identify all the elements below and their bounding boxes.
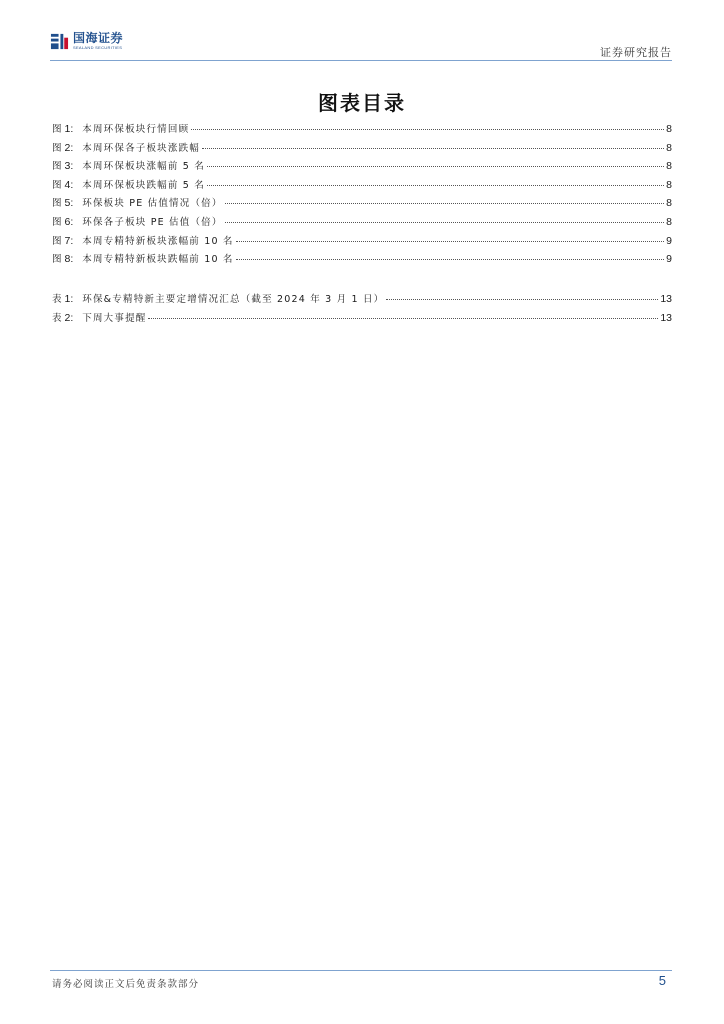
toc-entry-title: 环保板块 PE 估值情况（倍） — [82, 198, 223, 210]
dot-leader — [386, 295, 658, 300]
table-toc-entry[interactable] — [52, 291, 672, 310]
toc-entry-prefix: 图 — [52, 179, 62, 191]
toc-entry-prefix: 图 — [52, 142, 62, 154]
dot-leader — [236, 255, 665, 260]
toc-entry-label — [52, 310, 82, 324]
page-number: 5 — [658, 973, 666, 988]
toc-entry-prefix: 表 — [52, 312, 62, 324]
figure-toc-entry[interactable] — [52, 251, 672, 270]
toc-entry-prefix: 图 — [52, 161, 62, 173]
toc-entry-label — [52, 140, 82, 154]
dot-leader — [148, 314, 658, 319]
toc-entry-page: 8 — [666, 197, 672, 210]
toc-entry-label — [52, 251, 82, 265]
toc-entry-title: 本周环保板块涨幅前 5 名 — [82, 161, 205, 173]
toc-entry-title: 环保&专精特新主要定增情况汇总（截至 2024 年 3 月 1 日） — [82, 294, 385, 305]
toc-entry-prefix: 图 — [52, 124, 62, 135]
sealand-logo-icon — [50, 32, 69, 51]
toc-entry-page: 13 — [660, 311, 672, 324]
logo-english-name: SEALAND SECURITIES — [73, 45, 123, 50]
toc-entry-page: 8 — [666, 141, 672, 154]
figure-toc-entry[interactable] — [52, 233, 672, 252]
toc-entry-label — [52, 233, 82, 247]
toc-entry-label — [52, 195, 82, 209]
toc-entry-label — [52, 214, 82, 228]
toc-entry-number: 1: — [64, 293, 74, 305]
page-title: 图表目录 — [318, 91, 406, 115]
toc-entry-number: 7: — [64, 234, 74, 247]
toc-entry-number: 5: — [64, 197, 74, 210]
logo-chinese-name: 国海证券 — [73, 31, 124, 45]
dot-leader — [225, 218, 665, 223]
toc-entry-page: 9 — [666, 234, 672, 247]
toc-entry-prefix: 图 — [52, 235, 62, 247]
toc-entry-page: 9 — [666, 253, 672, 266]
toc-entry-label — [52, 291, 82, 305]
page-header — [50, 30, 672, 60]
toc-entry-title: 下周大事提醒 — [82, 312, 147, 324]
toc-entry-number: 3: — [64, 160, 74, 173]
toc-entry-prefix: 图 — [52, 198, 62, 210]
toc-entry-label — [52, 158, 82, 172]
toc-entry-number: 4: — [64, 178, 74, 191]
dot-leader — [202, 144, 664, 149]
dot-leader — [207, 162, 664, 167]
table-list — [52, 291, 672, 328]
figure-list — [52, 121, 672, 270]
toc-entry-page: 13 — [660, 293, 672, 305]
dot-leader — [191, 125, 664, 130]
toc-entry-page: 8 — [666, 123, 672, 135]
toc-entry-prefix: 图 — [52, 216, 62, 228]
table-toc-entry[interactable] — [52, 310, 672, 329]
disclaimer-note: 请务必阅读正文后免责条款部分 — [52, 979, 200, 990]
toc-entry-page: 8 — [666, 178, 672, 191]
figure-toc-entry[interactable] — [52, 195, 672, 214]
dot-leader — [225, 199, 665, 204]
footer-divider — [50, 970, 672, 971]
toc-entry-number: 8: — [64, 253, 74, 266]
figure-toc-entry[interactable] — [52, 177, 672, 196]
figure-toc-entry[interactable] — [52, 214, 672, 233]
toc-entry-title: 本周专精特新板块涨幅前 10 名 — [82, 235, 234, 247]
figure-toc-entry[interactable] — [52, 158, 672, 177]
figure-toc-entry[interactable] — [52, 140, 672, 159]
toc-entry-prefix: 表 — [52, 294, 62, 305]
company-logo — [50, 32, 123, 54]
toc-entry-number: 2: — [64, 311, 74, 324]
toc-entry-title: 本周环保板块跌幅前 5 名 — [82, 179, 205, 191]
toc-entry-number: 6: — [64, 215, 74, 228]
toc-entry-number: 2: — [64, 141, 74, 154]
dot-leader — [236, 237, 665, 242]
report-type-label: 证券研究报告 — [600, 46, 672, 59]
toc-entry-page: 8 — [666, 160, 672, 173]
toc-entry-label — [52, 121, 82, 135]
figure-toc-entry[interactable] — [52, 121, 672, 140]
toc-entry-page: 8 — [666, 215, 672, 228]
dot-leader — [207, 181, 664, 186]
toc-entry-number: 1: — [64, 123, 74, 135]
header-divider — [50, 60, 672, 61]
toc-entry-title: 本周环保各子板块涨跌幅 — [82, 142, 200, 154]
toc-entry-title: 本周专精特新板块跌幅前 10 名 — [82, 254, 234, 266]
toc-entry-title: 本周环保板块行情回顾 — [82, 124, 190, 135]
toc-entry-prefix: 图 — [52, 254, 62, 266]
toc-entry-title: 环保各子板块 PE 估值（倍） — [82, 216, 223, 228]
toc-entry-label — [52, 177, 82, 191]
